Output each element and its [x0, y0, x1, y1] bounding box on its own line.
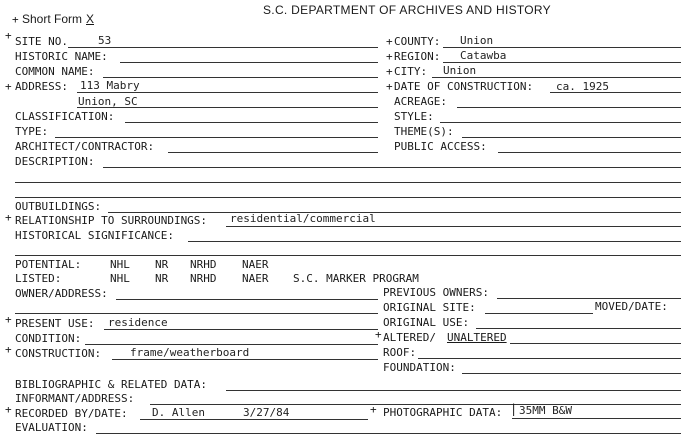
description-line	[15, 182, 681, 183]
outbuildings-line	[108, 212, 681, 213]
informant-label: INFORMANT/ADDRESS:	[15, 392, 135, 405]
listed-nr: NR	[155, 272, 169, 285]
present-use-line	[104, 329, 378, 330]
plus-mark: +	[5, 403, 12, 416]
plus-mark: +	[386, 50, 393, 63]
historic-name-line	[120, 62, 378, 63]
site-no-value: 53	[98, 34, 112, 47]
construction-line	[112, 359, 378, 360]
recorded-line	[140, 419, 368, 420]
recorded-label: RECORDED BY/DATE:	[15, 407, 128, 420]
potential-nhl: NHL	[110, 258, 130, 271]
county-line	[443, 47, 681, 48]
photographic-line	[512, 418, 681, 419]
plus-mark: +	[386, 80, 393, 93]
acreage-line	[457, 107, 681, 108]
county-value: Union	[460, 34, 494, 47]
photographic-separator: |	[510, 402, 518, 416]
address-label: ADDRESS:	[15, 80, 68, 93]
region-value: Catawba	[460, 49, 507, 62]
potential-nrhd: NRHD	[190, 258, 217, 271]
moved-date-label: MOVED/DATE:	[595, 300, 668, 313]
relationship-value: residential/commercial	[230, 212, 376, 225]
address-line-2	[77, 107, 378, 108]
address-line	[77, 92, 378, 93]
plus-mark: +	[5, 211, 12, 224]
foundation-label: FOUNDATION:	[383, 361, 456, 374]
bibliographic-label: BIBLIOGRAPHIC & RELATED DATA:	[15, 378, 208, 391]
recorded-name-value: D. Allen	[152, 406, 205, 419]
historical-significance-label: HISTORICAL SIGNIFICANCE:	[15, 229, 174, 242]
historical-significance-line	[188, 241, 681, 242]
owner-address-line	[116, 299, 378, 300]
historical-significance-line	[15, 255, 681, 256]
photographic-label: PHOTOGRAPHIC DATA:	[383, 406, 503, 419]
photographic-value: 35MM B&W	[519, 404, 572, 417]
plus-mark: +	[370, 403, 377, 416]
roof-line	[418, 358, 681, 359]
architect-line	[168, 152, 378, 153]
plus-mark: +	[386, 65, 393, 78]
present-use-value: residence	[108, 316, 168, 329]
original-use-line	[476, 328, 681, 329]
condition-line	[85, 344, 378, 345]
public-access-line	[498, 152, 681, 153]
plus-mark: +	[12, 13, 19, 26]
plus-mark: +	[375, 328, 382, 341]
evaluation-label: EVALUATION:	[15, 421, 88, 434]
region-label: REGION:	[394, 50, 441, 63]
potential-naer: NAER	[242, 258, 269, 271]
plus-mark: +	[5, 313, 12, 326]
construction-value: frame/weatherboard	[130, 346, 250, 359]
listed-naer: NAER	[242, 272, 269, 285]
classification-line	[125, 122, 378, 123]
recorded-date-value: 3/27/84	[243, 406, 290, 419]
city-line	[432, 77, 681, 78]
original-site-line	[485, 313, 593, 314]
plus-mark: +	[5, 29, 12, 42]
themes-line	[462, 137, 681, 138]
listed-nrhd: NRHD	[190, 272, 217, 285]
informant-line	[150, 404, 681, 405]
owner-address-label: OWNER/ADDRESS:	[15, 287, 108, 300]
roof-label: ROOF:	[383, 346, 417, 359]
original-use-label: ORIGINAL USE:	[383, 316, 470, 329]
style-line	[440, 122, 681, 123]
evaluation-line	[96, 433, 681, 434]
site-no-line	[68, 47, 378, 48]
style-label: STYLE:	[394, 110, 434, 123]
short-form-label: Short Form	[22, 12, 83, 26]
acreage-label: ACREAGE:	[394, 95, 447, 108]
plus-mark: +	[5, 343, 12, 356]
altered-line	[510, 343, 681, 344]
city-value: Union	[443, 64, 477, 77]
date-construction-line	[550, 92, 681, 93]
sc-marker-label: S.C. MARKER PROGRAM	[293, 272, 419, 285]
site-no-label: SITE NO.	[15, 35, 68, 48]
original-site-label: ORIGINAL SITE:	[383, 301, 476, 314]
address-line2-value: Union, SC	[78, 95, 138, 108]
outbuildings-label: OUTBUILDINGS:	[15, 200, 102, 213]
description-line	[103, 167, 681, 168]
potential-nr: NR	[155, 258, 169, 271]
architect-label: ARCHITECT/CONTRACTOR:	[15, 140, 155, 153]
date-construction-value: ca. 1925	[556, 80, 609, 93]
region-line	[443, 62, 681, 63]
short-form-mark: X	[86, 12, 95, 26]
classification-label: CLASSIFICATION:	[15, 110, 115, 123]
historic-name-label: HISTORIC NAME:	[15, 50, 108, 63]
listed-label: LISTED:	[15, 272, 62, 285]
common-name-label: COMMON NAME:	[15, 65, 95, 78]
themes-label: THEME(S):	[394, 125, 454, 138]
relationship-label: RELATIONSHIP TO SURROUNDINGS:	[15, 214, 208, 227]
description-line	[15, 197, 681, 198]
type-line	[55, 137, 378, 138]
description-label: DESCRIPTION:	[15, 155, 95, 168]
potential-label: POTENTIAL:	[15, 258, 82, 271]
condition-label: CONDITION:	[15, 332, 82, 345]
plus-mark: +	[5, 80, 12, 93]
present-use-label: PRESENT USE:	[15, 317, 95, 330]
bibliographic-line	[226, 390, 681, 391]
unaltered-label: UNALTERED	[447, 331, 507, 344]
county-label: COUNTY:	[394, 35, 441, 48]
altered-label: ALTERED/	[383, 331, 436, 344]
form-title: S.C. DEPARTMENT OF ARCHIVES AND HISTORY	[263, 3, 551, 17]
city-label: CITY:	[394, 65, 428, 78]
foundation-line	[462, 373, 681, 374]
owner-address-line	[15, 313, 378, 314]
address-line1-value: 113 Mabry	[80, 79, 140, 92]
plus-mark: +	[386, 35, 393, 48]
previous-owners-label: PREVIOUS OWNERS:	[383, 286, 489, 299]
listed-nhl: NHL	[110, 272, 130, 285]
relationship-line	[226, 226, 681, 227]
public-access-label: PUBLIC ACCESS:	[394, 140, 487, 153]
common-name-line	[103, 77, 378, 78]
type-label: TYPE:	[15, 125, 49, 138]
previous-owners-line	[497, 298, 681, 299]
construction-label: CONSTRUCTION:	[15, 347, 102, 360]
date-construction-label: DATE OF CONSTRUCTION:	[394, 80, 534, 93]
